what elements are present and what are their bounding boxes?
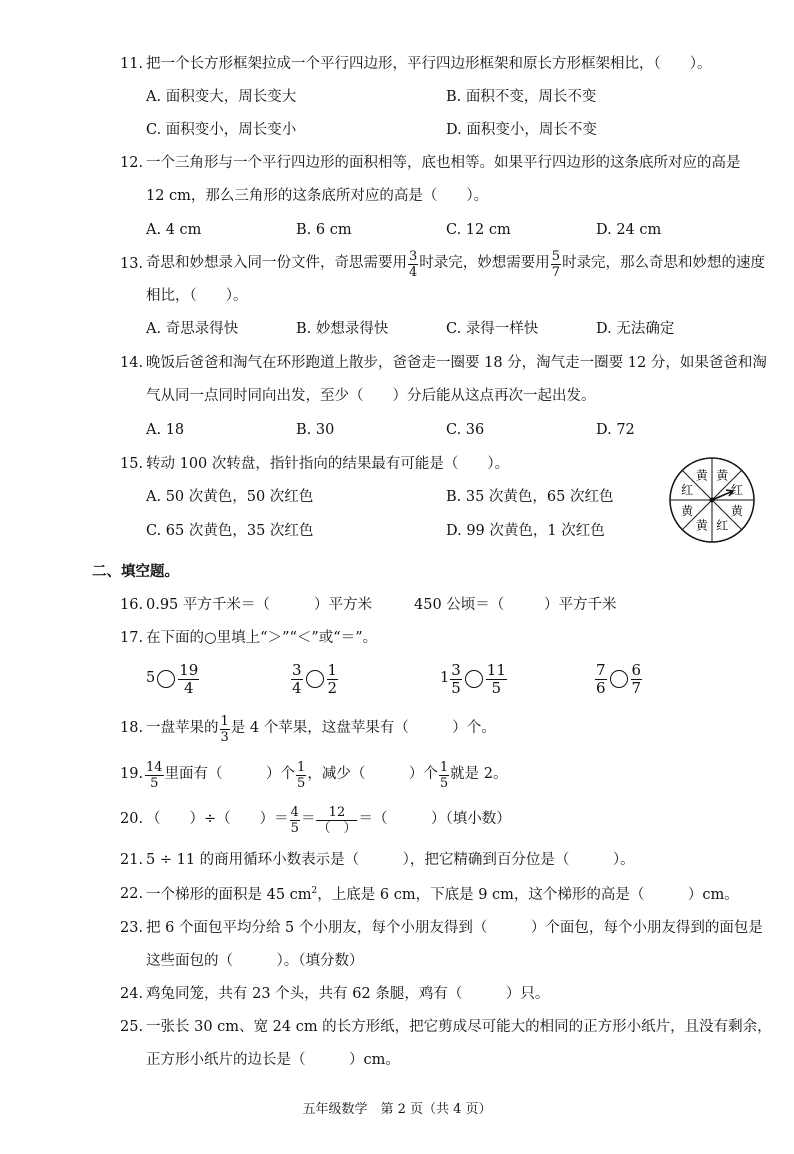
q11-option-b: B. 面积不变，周长不变 xyxy=(446,89,597,105)
q13-option-c: C. 录得一样快 xyxy=(446,321,539,337)
q13-fraction-1: $\frac{3}{4}$ xyxy=(409,248,418,280)
q14-line2: 气从同一点同时同向出发，至少（ ）分后能从这点再次一起出发。 xyxy=(146,388,596,404)
q17-stem: 在下面的○里填上“＞”“＜”或“＝”。 xyxy=(146,630,378,646)
q17-e1-whole: 5 xyxy=(146,670,156,687)
q16-part-b-1: 450 公顷＝（ xyxy=(414,597,505,613)
q16-part-b-2: ）平方千米 xyxy=(544,597,617,613)
q12-line1: 一个三角形与一个平行四边形的面积相等，底也相等。如果平行四边形的这条底所对应的高是 xyxy=(146,155,741,171)
q15-option-a: A. 50 次黄色，50 次红色 xyxy=(146,489,314,505)
spinner-hub xyxy=(710,498,715,503)
spinner-label: 黄 xyxy=(716,468,729,483)
spinner-label: 黄 xyxy=(695,468,708,483)
q12-number: 12. xyxy=(120,155,144,171)
q13-part1: 奇思和妙想录入同一份文件，奇思需要用 xyxy=(146,255,407,272)
q12-option-d: D. 24 cm xyxy=(596,222,662,238)
q17-expr-4: $\frac{7}{6}$ $\frac{6}{7}$ xyxy=(596,660,642,697)
q14-option-b: B. 30 xyxy=(296,422,335,438)
q17-expr-2: $\frac{3}{4}$ $\frac{1}{2}$ xyxy=(292,660,338,697)
spinner-label: 黄 xyxy=(730,503,743,518)
q16-part-a-1: 0.95 平方千米＝（ xyxy=(146,597,270,613)
q14-option-d: D. 72 xyxy=(596,422,635,438)
q23-line2: 这些面包的（ ）。（填分数） xyxy=(146,953,364,969)
q23-line1: 把 6 个面包平均分给 5 个小朋友，每个小朋友得到（ ）个面包，每个小朋友得到的面包是 xyxy=(146,920,763,936)
q20-line: （ ）÷（ ）＝ $\frac{4}{5}$ ＝ $\frac{12}{( )}$ ＝（ ）（填小数） xyxy=(146,804,511,836)
q12-option-a: A. 4 cm xyxy=(146,222,202,238)
q25-number: 25. xyxy=(120,1019,144,1035)
page-footer: 五年级数学 第 2 页（共 4 页） xyxy=(302,1102,492,1117)
q20-equals: ＝ xyxy=(300,811,316,828)
spinner-label: 黄 xyxy=(695,518,708,533)
q11-option-d: D. 面积变小，周长不变 xyxy=(446,122,597,138)
q14-line1: 晚饭后爸爸和淘气在环形跑道上散步，爸爸走一圈要 18 分，淘气走一圈要 12 分，如果爸爸和淘 xyxy=(146,355,767,371)
q14-number: 14. xyxy=(120,355,144,371)
spinner-pointer xyxy=(712,490,733,500)
compare-circle[interactable] xyxy=(610,670,628,688)
spinner-label: 红 xyxy=(681,483,694,498)
q19-part3: 就是 2。 xyxy=(450,766,508,783)
q17-number: 17. xyxy=(120,630,144,646)
q13-option-b: B. 妙想录得快 xyxy=(296,321,389,337)
compare-circle[interactable] xyxy=(306,670,324,688)
q11-number: 11. xyxy=(120,56,144,72)
q14-option-a: A. 18 xyxy=(146,422,185,438)
q19-number: 19. xyxy=(120,766,144,782)
q23-number: 23. xyxy=(120,920,144,936)
q15-stem: 转动 100 次转盘，指针指向的结果最有可能是（ ）。 xyxy=(146,456,510,472)
q11-option-a: A. 面积变大，周长变大 xyxy=(146,89,297,105)
q18-part1: 一盘苹果的 xyxy=(146,720,219,737)
q19-part1: 里面有（ ）个 xyxy=(164,766,296,783)
q13-option-d: D. 无法确定 xyxy=(596,321,675,337)
q11-stem: 把一个长方形框架拉成一个平行四边形，平行四边形框架和原长方形框架相比，（ ）。 xyxy=(146,56,712,72)
q13-option-a: A. 奇思录得快 xyxy=(146,321,239,337)
q18-part2: 是 4 个苹果，这盘苹果有（ ）个。 xyxy=(230,720,496,737)
q17-expr-1: 5 $\frac{19}{4}$ xyxy=(146,660,199,697)
spinner-label: 红 xyxy=(730,483,743,498)
q13-part3: 时录完，那么奇思和妙想的速度 xyxy=(562,255,766,272)
q13-line1 xyxy=(146,246,765,282)
q14-option-c: C. 36 xyxy=(446,422,485,438)
q15-option-d: D. 99 次黄色，1 次红色 xyxy=(446,523,605,539)
q22-text: 一个梯形的面积是 45 $cm^2$，上底是 6 cm，下底是 9 cm，这个梯形的高是（ ）cm。 xyxy=(146,886,739,903)
q21-text: 5 ÷ 11 的商用循环小数表示是（ ），把它精确到百分位是（ ）。 xyxy=(146,852,635,868)
q11-option-c: C. 面积变小，周长变小 xyxy=(146,122,297,138)
q20-number: 20. xyxy=(120,811,144,827)
q15-option-c: C. 65 次黄色，35 次红色 xyxy=(146,523,314,539)
q25-line1: 一张长 30 cm、宽 24 cm 的长方形纸，把它剪成尽可能大的相同的正方形小纸片，且没有剩余， xyxy=(146,1019,772,1035)
q24-text: 鸡兔同笼，共有 23 个头，共有 62 条腿，鸡有（ ）只。 xyxy=(146,986,550,1002)
q13-part2: 时录完，妙想需要用 xyxy=(419,255,550,272)
q18-line: 一盘苹果的 $\frac{1}{3}$ 是 4 个苹果，这盘苹果有（ ）个。 xyxy=(146,713,496,745)
q13-line2: 相比，（ ）。 xyxy=(146,288,248,304)
q19-part2: ，减少（ ）个 xyxy=(307,766,438,783)
q15-option-b: B. 35 次黄色，65 次红色 xyxy=(446,489,614,505)
spinner-diagram xyxy=(667,455,757,545)
q18-number: 18. xyxy=(120,720,144,736)
spinner-label: 黄 xyxy=(681,503,694,518)
q12-option-b: B. 6 cm xyxy=(296,222,352,238)
q20-part2: ＝（ ）（填小数） xyxy=(358,811,511,828)
section-2-title: 二、填空题。 xyxy=(92,563,179,580)
q12-option-c: C. 12 cm xyxy=(446,222,511,238)
q13-fraction-2: $\frac{5}{7}$ xyxy=(551,248,561,280)
q13-number: 13. xyxy=(120,256,144,272)
q22-number: 22. xyxy=(120,886,144,902)
compare-circle[interactable] xyxy=(465,670,483,688)
spinner-label: 红 xyxy=(716,518,729,533)
q17-e3-whole: 1 xyxy=(440,670,450,687)
q24-number: 24. xyxy=(120,986,144,1002)
q12-line2: 12 cm，那么三角形的这条底所对应的高是（ ）。 xyxy=(146,188,489,204)
q17-expr-3: 1 $\frac{3}{5}$ $\frac{11}{5}$ xyxy=(440,660,506,697)
q19-line: $\frac{14}{5}$ 里面有（ ）个 $\frac{1}{5}$ ，减少（ ）个 $\frac{1}{5}$ 就是 2。 xyxy=(146,759,508,791)
q21-number: 21. xyxy=(120,852,144,868)
q20-part1: （ ）÷（ ）＝ xyxy=(146,811,289,828)
q15-number: 15. xyxy=(120,456,144,472)
q16-part-a-2: ）平方米 xyxy=(314,597,372,613)
q16-number: 16. xyxy=(120,597,144,613)
q25-line2: 正方形小纸片的边长是（ ）cm。 xyxy=(146,1052,400,1068)
compare-circle[interactable] xyxy=(157,670,175,688)
